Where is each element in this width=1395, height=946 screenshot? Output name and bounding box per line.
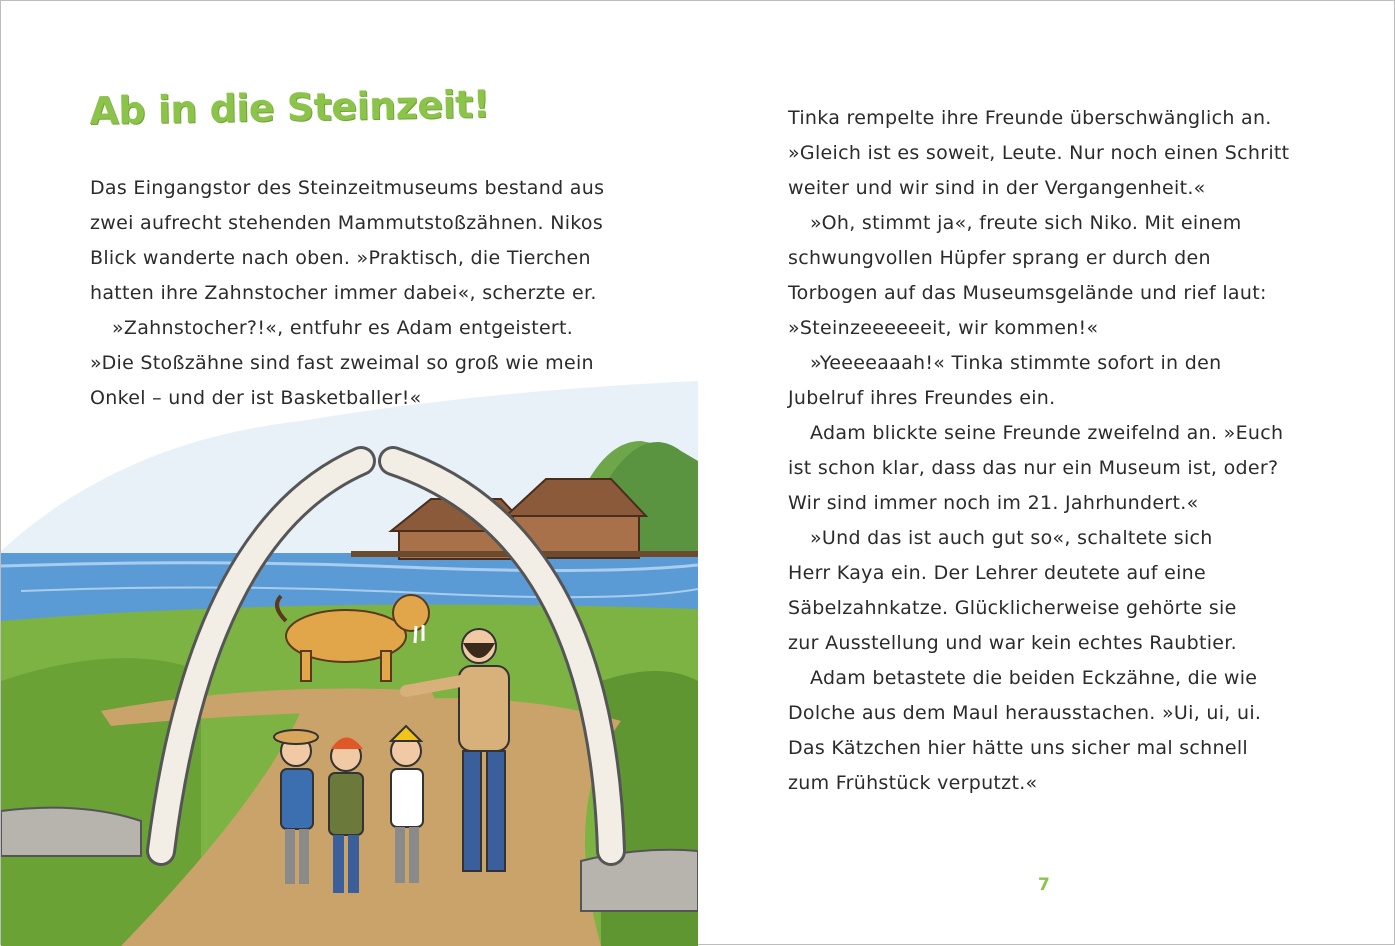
text-line: zur Ausstellung und war kein echtes Raubtier. <box>788 632 1237 654</box>
text-line: Herr Kaya ein. Der Lehrer deutete auf eine <box>788 562 1207 584</box>
text-line: »Yeeeeaaah!« Tinka stimmte sofort in den <box>810 352 1222 374</box>
right-text-block <box>788 101 1289 801</box>
text-line: Torbogen auf das Museumsgelände und rief laut: <box>788 282 1267 304</box>
text-line: hatten ihre Zahnstocher immer dabei«, scherzte er. <box>90 282 597 304</box>
text-line: Adam betastete die beiden Eckzähne, die wie <box>810 667 1258 689</box>
text-line: Säbelzahnkatze. Glücklicherweise gehörte sie <box>788 597 1237 619</box>
text-line: »Gleich ist es soweit, Leute. Nur noch einen Schritt <box>788 142 1290 164</box>
text-line: Das Eingangstor des Steinzeitmuseums bestand aus <box>90 177 605 199</box>
museum-gate-illustration <box>1 381 698 946</box>
stone-wall <box>1 808 141 856</box>
text-line: Onkel – und der ist Basketballer!« <box>90 387 422 409</box>
text-line: Jubelruf ihres Freundes ein. <box>788 387 1056 409</box>
text-line: Wir sind immer noch im 21. Jahrhundert.« <box>788 492 1199 514</box>
text-line: weiter und wir sind in der Vergangenheit.« <box>788 177 1206 199</box>
text-line: Das Kätzchen hier hätte uns sicher mal schnell <box>788 737 1249 759</box>
text-line: »Steinzeeeeeeit, wir kommen!« <box>788 317 1099 339</box>
left-text-block <box>90 171 604 416</box>
text-line: »Und das ist auch gut so«, schaltete sich <box>810 527 1213 549</box>
text-line: »Die Stoßzähne sind fast zweimal so groß wie mein <box>90 352 594 374</box>
text-line: Adam blickte seine Freunde zweifelnd an. »Euch <box>810 422 1284 444</box>
text-line: schwungvollen Hüpfer sprang er durch den <box>788 247 1211 269</box>
text-line: Blick wanderte nach oben. »Praktisch, die Tierchen <box>90 247 591 269</box>
text-line: »Zahnstocher?!«, entfuhr es Adam entgeistert. <box>112 317 574 339</box>
page-number: 7 <box>1038 875 1050 895</box>
text-line: zwei aufrecht stehenden Mammutstoßzähnen. Nikos <box>90 212 604 234</box>
text-line: zum Frühstück verputzt.« <box>788 772 1038 794</box>
text-line: Tinka rempelte ihre Freunde überschwänglich an. <box>788 107 1272 129</box>
text-line: »Oh, stimmt ja«, freute sich Niko. Mit einem <box>810 212 1242 234</box>
text-line: Dolche aus dem Maul herausstachen. »Ui, ui, ui. <box>788 702 1262 724</box>
text-line: ist schon klar, dass das nur ein Museum ist, oder? <box>788 457 1279 479</box>
right-page <box>698 1 1395 946</box>
left-page <box>1 1 698 946</box>
chapter-title: Ab in die Steinzeit! <box>89 82 490 133</box>
